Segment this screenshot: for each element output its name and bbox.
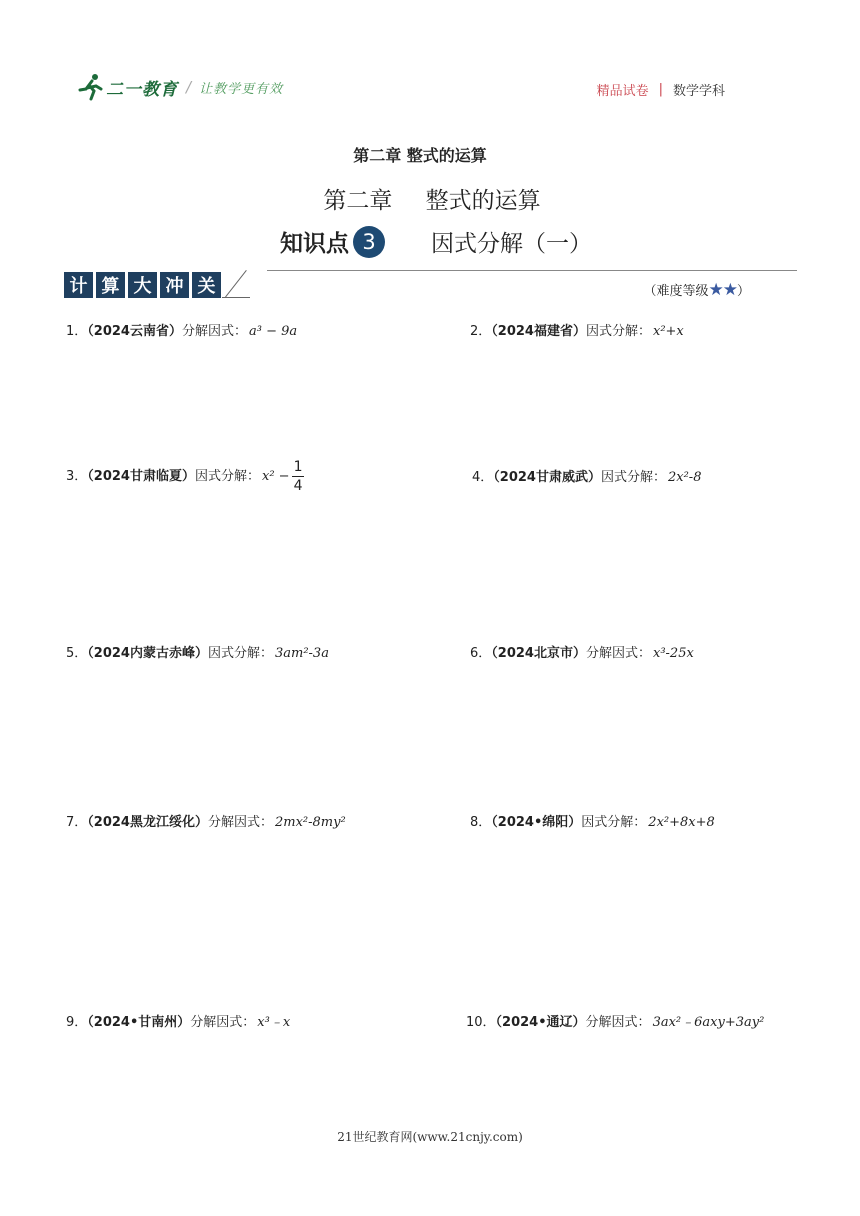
chapter-heading-small: 第二章 整式的运算 xyxy=(353,146,487,165)
knowledge-point-number-badge: 3 xyxy=(353,226,385,258)
question-prompt: 分解因式： xyxy=(190,1015,256,1030)
question-source: （2024黑龙江绥化） xyxy=(87,815,208,830)
question-number: 4． xyxy=(472,470,494,485)
banner-char: 冲 xyxy=(160,272,189,298)
question-prompt: 因式分解： xyxy=(207,646,273,661)
question-prompt: 因式分解： xyxy=(581,815,647,830)
question-number: 1． xyxy=(66,324,88,339)
brand-logo xyxy=(78,70,283,104)
question-number: 10． xyxy=(466,1015,496,1030)
fraction xyxy=(292,458,305,495)
question-number: 8． xyxy=(470,815,492,830)
question-expression: x²+x xyxy=(652,324,684,339)
banner-top-rule xyxy=(267,270,797,271)
subject-label: 数学学科 xyxy=(672,84,725,99)
difficulty-suffix: ） xyxy=(736,284,750,299)
question-item xyxy=(66,645,329,663)
question-item xyxy=(466,1014,764,1032)
question-source: （2024甘肃威武） xyxy=(493,470,601,485)
fraction-denominator: 4 xyxy=(293,478,303,494)
question-item xyxy=(66,458,304,495)
logo-slogan: 让教学更有效 xyxy=(199,81,284,97)
question-source: （2024北京市） xyxy=(491,646,586,661)
question-expression: 3ax²﹣6axy+3ay² xyxy=(652,1015,765,1030)
question-number: 2． xyxy=(470,324,492,339)
question-expression: x³-25x xyxy=(652,646,694,661)
question-number: 3． xyxy=(66,469,88,484)
page-footer: 21世纪教育网(www.21cnjy.com) xyxy=(337,1130,523,1144)
question-expression: 2x²+8x+8 xyxy=(648,815,715,830)
question-source: （2024福建省） xyxy=(491,324,586,339)
question-item xyxy=(472,469,701,487)
question-item xyxy=(66,814,346,832)
question-prompt: 因式分解： xyxy=(600,470,666,485)
question-expression: 2mx²-8my² xyxy=(274,815,346,830)
question-expression: x² − xyxy=(261,469,290,484)
question-source: （2024•绵阳） xyxy=(491,815,582,830)
difficulty-prefix: （难度等级 xyxy=(643,284,709,299)
premium-label: 精品试卷 xyxy=(596,84,649,99)
question-item xyxy=(470,323,684,341)
runner-logo-icon xyxy=(78,73,104,101)
question-source: （2024内蒙古赤峰） xyxy=(87,646,208,661)
header-divider: | xyxy=(658,82,663,97)
question-source: （2024•甘南州） xyxy=(87,1015,191,1030)
banner-slash-divider xyxy=(225,270,247,297)
question-prompt: 因式分解： xyxy=(194,469,260,484)
question-source: （2024云南省） xyxy=(87,324,182,339)
star-rating-icon: ★★ xyxy=(708,280,737,300)
question-expression: a³ − 9a xyxy=(248,324,298,339)
logo-text: 二一教育 xyxy=(106,79,178,100)
question-number: 9． xyxy=(66,1015,88,1030)
question-item xyxy=(66,1014,290,1032)
knowledge-point-label: 知识点 xyxy=(280,231,349,257)
question-number: 5． xyxy=(66,646,88,661)
logo-divider: / xyxy=(186,78,192,96)
section-banner xyxy=(64,272,224,298)
question-prompt: 分解因式： xyxy=(207,815,273,830)
question-item xyxy=(470,645,694,663)
difficulty-level xyxy=(643,280,750,300)
question-prompt: 分解因式： xyxy=(181,324,247,339)
question-number: 7． xyxy=(66,815,88,830)
fraction-numerator: 1 xyxy=(293,459,303,475)
question-prompt: 分解因式： xyxy=(585,646,651,661)
banner-char: 大 xyxy=(128,272,157,298)
question-source: （2024•通辽） xyxy=(495,1015,586,1030)
question-item xyxy=(470,814,715,832)
question-source: （2024甘肃临夏） xyxy=(87,469,195,484)
chapter-heading-large: 第二章 整式的运算 xyxy=(323,188,541,214)
banner-underline xyxy=(222,297,250,298)
banner-char: 算 xyxy=(96,272,125,298)
knowledge-point-title xyxy=(280,225,592,258)
question-prompt: 分解因式： xyxy=(585,1015,651,1030)
question-prompt: 因式分解： xyxy=(585,324,651,339)
header-right xyxy=(597,80,725,99)
banner-char: 计 xyxy=(64,272,93,298)
question-expression: 2x²-8 xyxy=(667,470,702,485)
question-expression: 3am²-3a xyxy=(274,646,329,661)
knowledge-point-topic: 因式分解（一） xyxy=(431,231,592,257)
question-item xyxy=(66,323,297,341)
banner-char: 关 xyxy=(192,272,221,298)
question-expression: x³﹣x xyxy=(257,1015,291,1030)
question-number: 6． xyxy=(470,646,492,661)
